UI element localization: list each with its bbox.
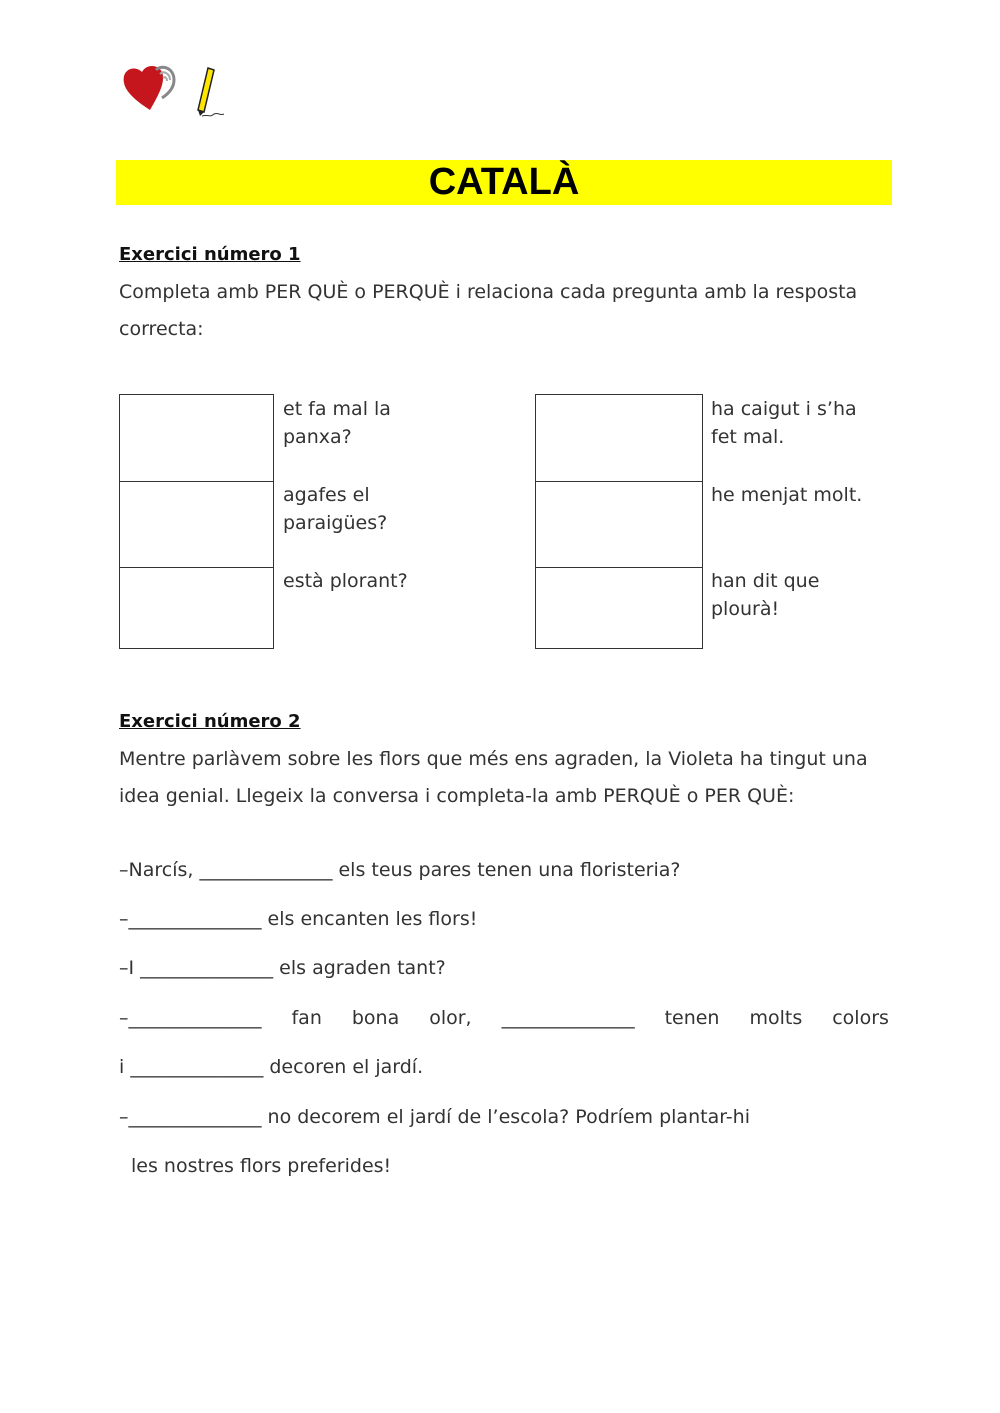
dialogue-word: tenen (664, 1007, 720, 1029)
dialogue-word: bona (351, 1007, 400, 1029)
dialogue-line: –Narcís, ______________ els teus pares tenen una floristeria? (119, 859, 681, 881)
dialogue-line-justified (119, 1007, 889, 1029)
dialogue-line: les nostres flors preferides! (131, 1155, 392, 1177)
dialogue-line: –______________ els encanten les flors! (119, 908, 478, 930)
dialogue-line: –I ______________ els agraden tant? (119, 957, 446, 979)
question-text: agafes el paraigües? (283, 484, 388, 534)
answer-box[interactable] (535, 567, 703, 649)
dialogue-word: fan (291, 1007, 322, 1029)
question-text: et fa mal la panxa? (283, 398, 391, 448)
answer-box[interactable] (535, 394, 703, 482)
title-banner (116, 160, 892, 205)
heart-pencil-icon (118, 60, 238, 120)
dialogue-word: olor, (429, 1007, 472, 1029)
question-answer-box[interactable] (119, 394, 274, 482)
dialogue-line: –______________ no decorem el jardí de l’escola? Podríem plantar-hi (119, 1106, 750, 1128)
exercise-2-heading: Exercici número 2 (119, 711, 301, 732)
logo (118, 60, 238, 120)
dialogue-word: molts (749, 1007, 803, 1029)
dialogue-word: –______________ (119, 1007, 262, 1029)
dialogue-word: colors (832, 1007, 889, 1029)
exercise-1-heading: Exercici número 1 (119, 244, 301, 265)
answer-text: he menjat molt. (711, 484, 863, 506)
dialogue-line: i ______________ decoren el jardí. (119, 1056, 424, 1078)
exercise-1-instructions: Completa amb PER QUÈ o PERQUÈ i relaciona cada pregunta amb la resposta correcta: (119, 281, 858, 340)
answer-box[interactable] (535, 481, 703, 568)
exercise-2-instructions: Mentre parlàvem sobre les flors que més ens agraden, la Violeta ha tingut una idea genial. Llegeix la conversa i completa-la amb PERQUÈ o PER QUÈ: (119, 748, 868, 807)
dialogue-word: ______________ (501, 1007, 635, 1029)
answer-text: han dit que plourà! (711, 570, 820, 620)
question-answer-box[interactable] (119, 567, 274, 649)
question-text: està plorant? (283, 570, 408, 592)
answer-text: ha caigut i s’ha fet mal. (711, 398, 857, 448)
page-title: CATALÀ (428, 161, 580, 203)
question-answer-box[interactable] (119, 481, 274, 568)
